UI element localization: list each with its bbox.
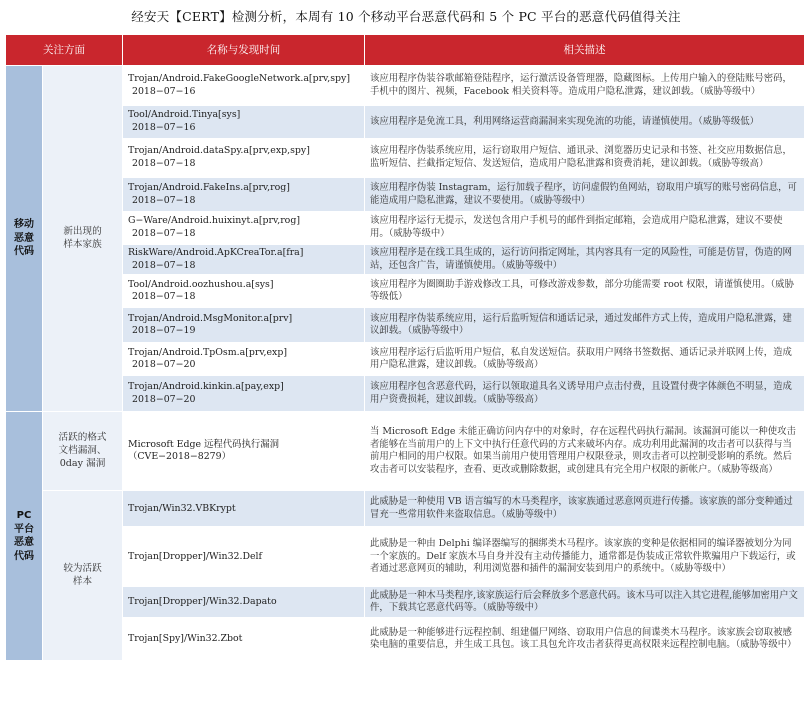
focus-group: 较为活跃 样本 xyxy=(43,491,123,661)
sample-name-cell xyxy=(123,212,365,245)
sample-name: Trojan[Dropper]/Win32.Delf xyxy=(128,550,263,562)
sample-description: 该应用程序包含恶意代码，运行以领取道具名义诱导用户点击付费，且设置付费字体颜色不明显，造成用户资费损耗，建议卸载。（威胁等级高） xyxy=(365,376,805,412)
table-row xyxy=(6,376,805,412)
table-row xyxy=(6,106,805,139)
sample-name: Tool/Android.oozhushou.a[sys] xyxy=(128,278,274,290)
discovery-date: 2018−07−18 xyxy=(132,158,196,169)
page-title: 经安天【CERT】检测分析，本周有 10 个移动平台恶意代码和 5 个 PC 平台的恶意代码值得关注 xyxy=(131,9,681,24)
sample-name-cell xyxy=(123,308,365,343)
sample-description: 当 Microsoft Edge 未能正确访问内存中的对象时，存在远程代码执行漏洞。该漏洞可能以一种使攻击者能够在当前用户的上下文中执行任意代码的方式来破坏内存。成功利用此漏洞的攻击者可以获得与当前用户相同的用户权限。如果当前用户使用管理用户权限登录，则攻击者可以控制受影响的系统。然后攻击者可以安装程序，查看、更改或删除数据，或创建具有完全用户权限的新帐户。（威胁等级高） xyxy=(365,412,805,491)
sample-description: 该应用程序伪装 Instagram，运行加载子程序，访问虚假钓鱼网站，窃取用户填写的账号密码信息，可能造成用户隐私泄露，建议不要使用。（威胁等级中） xyxy=(365,178,805,212)
sample-description: 该应用程序伪装系统应用，运行窃取用户短信、通讯录、浏览器历史记录和书签、社交应用数据信息，监听短信、拦截指定短信、发送短信，造成用户隐私泄露和资费消耗，建议卸载。（威胁等级高） xyxy=(365,139,805,178)
table-row xyxy=(6,343,805,376)
table-row xyxy=(6,66,805,106)
sample-name-cell xyxy=(123,275,365,308)
discovery-date: 2018−07−20 xyxy=(132,393,196,405)
table-row xyxy=(6,245,805,275)
discovery-date: 2018−07−18 xyxy=(132,228,196,239)
discovery-date: 2018−07−20 xyxy=(132,359,196,371)
table-row xyxy=(6,618,805,661)
table-row xyxy=(6,527,805,587)
header-focus: 关注方面 xyxy=(6,35,123,66)
discovery-date: 2018−07−18 xyxy=(132,194,196,206)
category-mobile: 移动 恶意 代码 xyxy=(6,66,43,412)
discovery-date: 2018−07−16 xyxy=(132,122,196,133)
table-row xyxy=(6,491,805,527)
sample-name-cell xyxy=(123,412,365,491)
sample-name: G−Ware/Android.huixinyt.a[prv,rog] xyxy=(128,215,300,227)
sample-description: 该应用程序运行无提示，发送包含用户手机号的邮件到指定邮箱，会造成用户隐私泄露，建议不要使用。（威胁等级中） xyxy=(365,212,805,245)
table-row xyxy=(6,178,805,212)
sample-description: 此威胁是一种能够进行远程控制、组建僵尸网络、窃取用户信息的间谍类木马程序。该家族会窃取被感染电脑的重要信息，并生成工具包。该工具包允许攻击者获得更高权限来远程控制电脑。（威胁等级中） xyxy=(365,618,805,661)
sample-name: Trojan/Android.dataSpy.a[prv,exp,spy] xyxy=(128,145,310,157)
table-row xyxy=(6,275,805,308)
sample-description: 该应用程序伪装系统应用，运行后监听短信和通话记录，通过发邮件方式上传，造成用户隐私泄露，建议卸载。（威胁等级中） xyxy=(365,308,805,343)
table-row xyxy=(6,587,805,618)
sample-name: RiskWare/Android.ApKCreaTor.a[fra] xyxy=(128,247,304,258)
sample-description: 该应用程序为圈圈助手游戏修改工具，可修改游戏参数，部分功能需要 root 权限，请谨慎使用。（威胁等级低） xyxy=(365,275,805,308)
sample-description: 此威胁是一种木马类程序,该家族运行后会释放多个恶意代码。该木马可以注入其它进程,能够加密用户文件，下载其它恶意代码等。（威胁等级中） xyxy=(365,587,805,618)
sample-description: 该应用程序运行后监听用户短信，私自发送短信。获取用户网络书签数据、通话记录并联网上传，造成用户隐私泄露，建议卸载。（威胁等级高） xyxy=(365,343,805,376)
sample-description: 此威胁是一种使用 VB 语言编写的木马类程序，该家族通过恶意网页进行传播。该家族的部分变种通过冒充一些常用软件来盗取信息。（威胁等级中） xyxy=(365,491,805,527)
sample-name-cell xyxy=(123,618,365,661)
sample-name-cell xyxy=(123,139,365,178)
header-description: 相关描述 xyxy=(365,35,805,66)
sample-name: Trojan[Spy]/Win32.Zbot xyxy=(128,633,243,645)
sample-name-cell xyxy=(123,66,365,106)
sample-name-cell xyxy=(123,178,365,212)
sample-name: Trojan/Android.kinkin.a[pay,exp] xyxy=(128,381,284,393)
sample-name-cell xyxy=(123,587,365,618)
focus-group: 活跃的格式 文档漏洞、 0day 漏洞 xyxy=(43,412,123,491)
sample-description: 该应用程序是免流工具，利用网络运营商漏洞来实现免流的功能，请谨慎使用。（威胁等级低） xyxy=(365,106,805,139)
table-row xyxy=(6,412,805,491)
sample-name: Trojan/Win32.VBKrypt xyxy=(128,502,236,514)
discovery-date: 2018−07−16 xyxy=(132,85,196,97)
sample-name-cell xyxy=(123,376,365,412)
focus-new-family: 新出现的 样本家族 xyxy=(43,66,123,412)
sample-name-cell xyxy=(123,106,365,139)
sample-description: 该应用程序伪装谷歌邮箱登陆程序，运行激活设备管理器，隐藏图标。上传用户输入的登陆账号密码，手机中的图片、视频，Facebook 相关资料等。造成用户隐私泄露，建议卸载。（威胁等级中） xyxy=(365,66,805,106)
sample-description: 该应用程序是在线工具生成的，运行访问指定网址，其内容具有一定的风险性，可能是仿冒，伪造的网站，还包含广告，请谨慎使用。（威胁等级中） xyxy=(365,245,805,275)
sample-name: Trojan[Dropper]/Win32.Dapato xyxy=(128,596,277,608)
sample-name-cell xyxy=(123,245,365,275)
category-pc: PC 平台 恶意 代码 xyxy=(6,412,43,661)
sample-name-cell xyxy=(123,343,365,376)
sample-name-cell xyxy=(123,527,365,587)
sample-name: Trojan/Android.MsgMonitor.a[prv] xyxy=(128,312,293,324)
table-header-row xyxy=(6,35,805,66)
table-row xyxy=(6,139,805,178)
table-row xyxy=(6,212,805,245)
malware-report-table xyxy=(5,34,805,661)
discovery-date: 2018−07−18 xyxy=(132,259,196,271)
discovery-date: 2018−07−18 xyxy=(132,291,196,303)
sample-description: 此威胁是一种由 Delphi 编译器编写的捆绑类木马程序。该家族的变种是依据相同的编译器被划分为同一个家族的。Delf 家族木马自身并没有主动传播能力，通常都是伪装成正常软件欺骗用户下载运行，或者通过恶意网页的辅助，利用浏览器和插件的漏洞安装到用户的系统中。（威胁等级中） xyxy=(365,527,805,587)
sample-name: Microsoft Edge 远程代码执行漏洞（CVE−2018−8279） xyxy=(128,438,280,463)
sample-name: Trojan/Android.FakeGoogleNetwork.a[prv,spy] xyxy=(128,72,350,84)
sample-name: Trojan/Android.FakeIns.a[prv,rog] xyxy=(128,181,290,193)
header-name-date: 名称与发现时间 xyxy=(123,35,365,66)
discovery-date: 2018−07−19 xyxy=(132,325,196,337)
sample-name: Trojan/Android.TpOsm.a[prv,exp] xyxy=(128,346,287,358)
sample-name: Tool/Android.Tinya[sys] xyxy=(128,109,241,121)
sample-name-cell xyxy=(123,491,365,527)
table-row xyxy=(6,308,805,343)
